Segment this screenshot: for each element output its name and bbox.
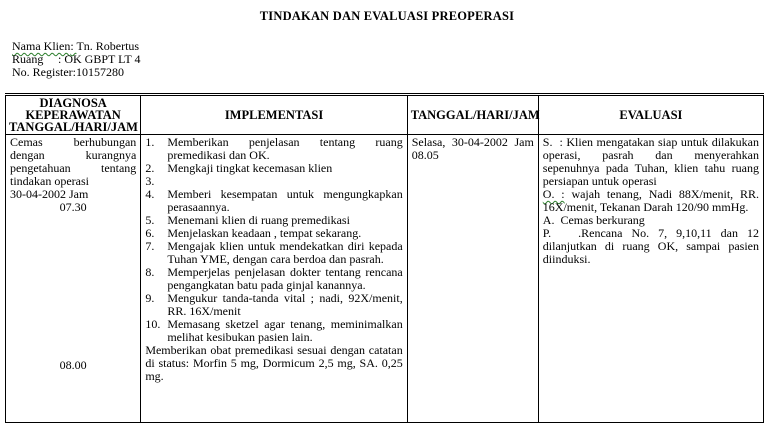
eval-plan bbox=[543, 227, 759, 266]
implementasi-item bbox=[145, 188, 402, 214]
name-label: Nama Klien bbox=[12, 39, 71, 53]
implementasi-item-number: 8. bbox=[145, 265, 155, 279]
register-value: 10157280 bbox=[76, 65, 124, 79]
eval-subjective bbox=[543, 136, 759, 188]
implementasi-item-number: 5. bbox=[145, 213, 155, 227]
header-tanggal: TANGGAL/HARI/JAM bbox=[407, 95, 538, 135]
eval-p-label: P. bbox=[542, 226, 552, 240]
header-implementasi: IMPLEMENTASI bbox=[141, 95, 407, 135]
evaluasi-cell bbox=[538, 135, 763, 423]
eval-o-text: wajah tenang, Nadi 88X/menit, RR. 16X/menit, Tekanan Darah 120/90 mmHg. bbox=[542, 187, 760, 214]
register-row bbox=[12, 66, 140, 79]
implementasi-item-number: 10. bbox=[145, 317, 161, 331]
diagnosa-date: 30-04-2002 Jam bbox=[10, 187, 89, 201]
implementasi-list bbox=[145, 136, 402, 344]
implementasi-item bbox=[145, 318, 402, 344]
page-title: TINDAKAN DAN EVALUASI PREOPERASI bbox=[259, 9, 515, 23]
diagnosa-time-2: 08.00 bbox=[59, 358, 87, 372]
implementasi-note: Memberikan obat premedikasi sesuai dengan catatan di status: Morfin 5 mg, Dormicum 2,5 mg, SA. 0,25 mg. bbox=[145, 343, 403, 383]
implementasi-item-text: Mengkaji tingkat kecemasan klien bbox=[167, 161, 333, 175]
room-value: : OK GBPT LT 4 bbox=[58, 52, 141, 66]
room-label: Ruang bbox=[12, 52, 44, 66]
implementasi-item-text: Memberikan penjelasan tentang ruang premedikasi dan OK. bbox=[167, 135, 403, 162]
implementasi-item bbox=[145, 266, 402, 292]
eval-p-text: .Rencana No. 7, 9,10,11 dan 12 dilanjutkan di ruang OK, sampai pasien diinduksi. bbox=[542, 226, 759, 266]
implementasi-item-number: 4. bbox=[145, 187, 155, 201]
implementasi-item-text: Menjelaskan keadaan , tempat sekarang. bbox=[167, 226, 362, 240]
implementasi-item-text: Mengukur tanda-tanda vital ; nadi, 92X/menit, RR. 16X/menit bbox=[167, 291, 403, 318]
header-evaluasi: EVALUASI bbox=[538, 95, 763, 135]
patient-info bbox=[12, 40, 140, 79]
implementasi-item-number: 6. bbox=[145, 226, 155, 240]
implementasi-item-number: 9. bbox=[145, 291, 155, 305]
diagnosa-cell bbox=[6, 135, 141, 423]
evaluation-table bbox=[5, 93, 764, 423]
diagnosa-time-1: 07.30 bbox=[59, 200, 87, 214]
eval-a-text: Cemas berkurang bbox=[560, 213, 645, 227]
header-diagnosa: DIAGNOSA KEPERAWATAN TANGGAL/HARI/JAM bbox=[6, 95, 141, 135]
implementasi-item-number: 7. bbox=[145, 239, 155, 253]
eval-s-text: : Klien mengatakan siap untuk dilakukan operasi, pasrah dan menyerahkan sepenuhnya pada Tuhan, klien tahu ruang persiapan untuk operasi bbox=[542, 135, 760, 188]
implementasi-item bbox=[145, 136, 402, 162]
implementasi-cell bbox=[141, 135, 407, 423]
implementasi-item-text: Memasang sketzel agar tenang, meminimalkan melihat kesibukan pasien lain. bbox=[167, 317, 403, 344]
register-label: No. Register: bbox=[12, 65, 76, 79]
header-row bbox=[6, 95, 764, 135]
implementasi-item-text: Mengajak klien untuk mendekatkan diri kepada Tuhan YME, dengan cara berdoa dan pasrah. bbox=[167, 239, 403, 266]
name-colon: : bbox=[70, 39, 77, 53]
tanggal-cell bbox=[407, 135, 538, 423]
implementasi-item-number: 2. bbox=[145, 161, 155, 175]
implementasi-item-text: Memperjelas penjelasan dokter tentang rencana pengangkatan batu pada ginjal kanannya. bbox=[167, 265, 403, 292]
implementasi-item bbox=[145, 292, 402, 318]
tanggal-text: Selasa, 30-04-2002 Jam 08.05 bbox=[411, 135, 534, 162]
body-row bbox=[6, 135, 764, 423]
implementasi-item bbox=[145, 240, 402, 266]
implementasi-item-text: Menemani klien di ruang premedikasi bbox=[167, 213, 350, 227]
implementasi-item-number: 1. bbox=[145, 135, 155, 149]
implementasi-item bbox=[145, 162, 402, 175]
eval-a-label: A. bbox=[542, 213, 555, 227]
eval-objective bbox=[543, 188, 759, 214]
implementasi-item-number: 3. bbox=[145, 174, 155, 188]
eval-s-label: S. bbox=[542, 135, 553, 149]
diagnosa-text: Cemas berhubungan dengan kurangnya pengetahuan tentang tindakan operasi bbox=[10, 135, 137, 188]
name-value: Tn. Robertus bbox=[76, 39, 140, 53]
implementasi-item-text: Memberi kesempatan untuk mengungkapkan perasaannya. bbox=[167, 187, 403, 214]
eval-o-label: O. : bbox=[542, 187, 565, 201]
